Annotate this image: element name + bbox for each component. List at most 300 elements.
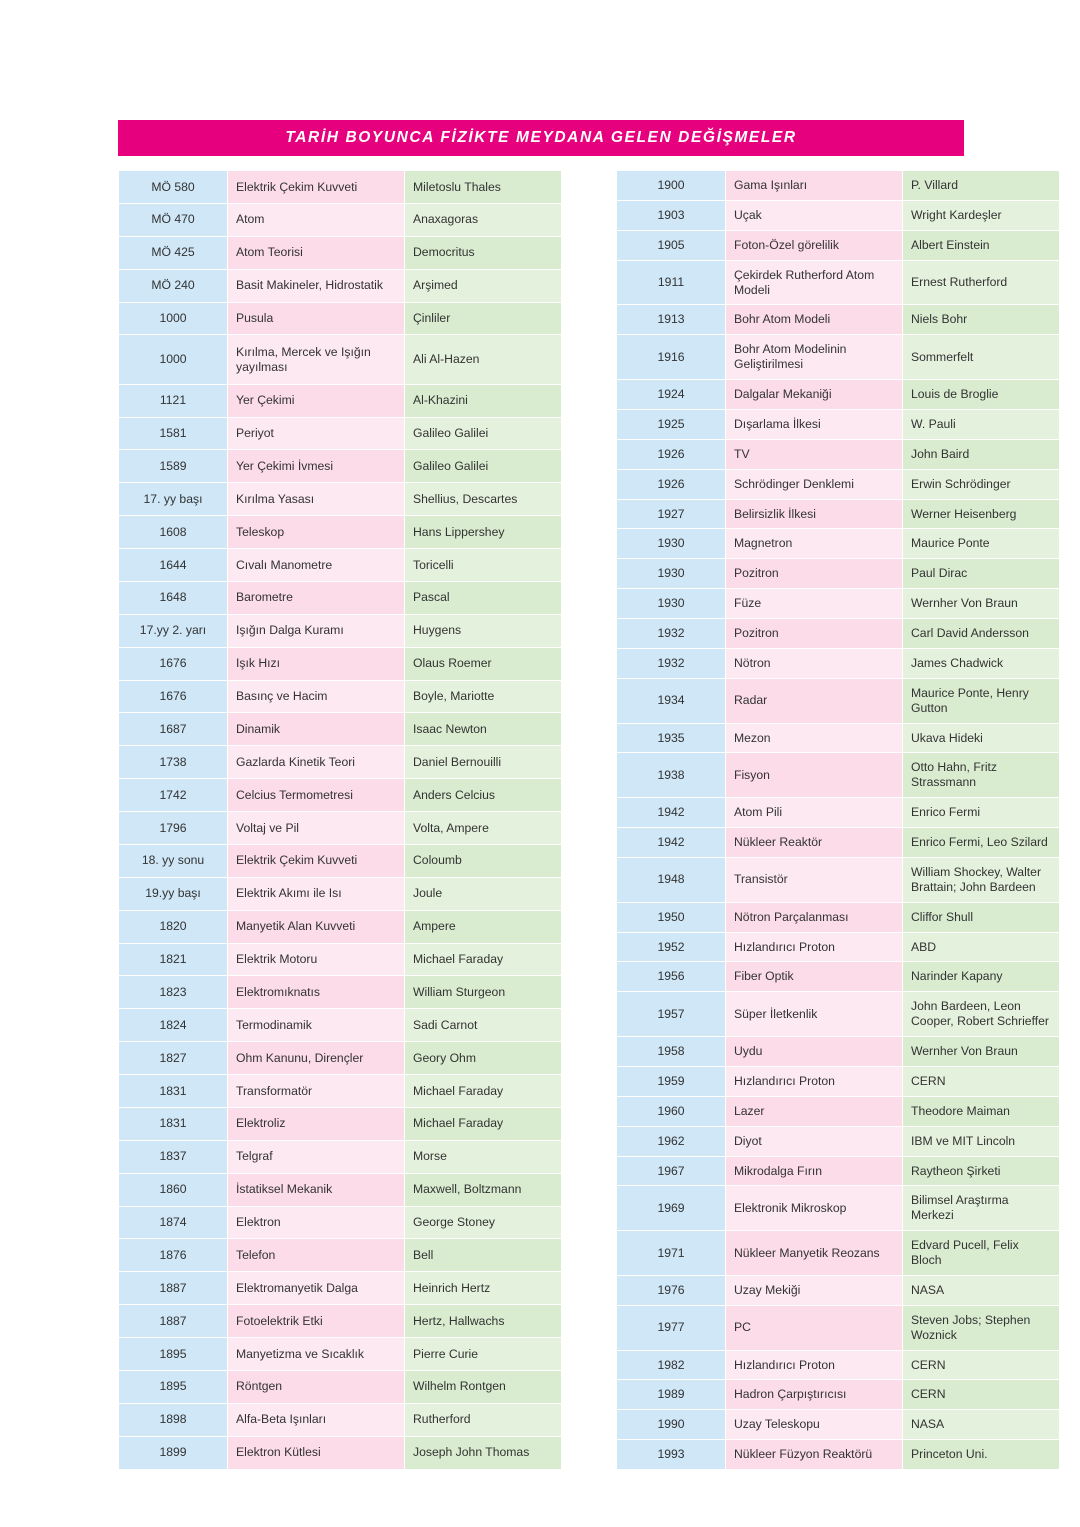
table-row (119, 1108, 561, 1140)
table-row (119, 746, 561, 778)
cell-date: 1738 (119, 746, 227, 778)
cell-event: Elektroliz (228, 1108, 404, 1140)
cell-date: 1942 (617, 798, 725, 827)
cell-event: Nötron Parçalanması (726, 903, 902, 932)
cell-date: 1958 (617, 1037, 725, 1066)
cell-person: William Sturgeon (405, 976, 561, 1008)
cell-date: MÖ 425 (119, 237, 227, 269)
cell-person: Miletoslu Thales (405, 171, 561, 203)
cell-date: 1989 (617, 1380, 725, 1409)
cell-person: Sadi Carnot (405, 1009, 561, 1041)
table-row (119, 812, 561, 844)
cell-person: Maurice Ponte (903, 529, 1059, 558)
table-row (617, 261, 1059, 305)
cell-person: Volta, Ampere (405, 812, 561, 844)
cell-person: Albert Einstein (903, 231, 1059, 260)
cell-event: Fotoelektrik Etki (228, 1305, 404, 1337)
table-row (119, 385, 561, 417)
table-row (617, 1380, 1059, 1409)
table-row (617, 559, 1059, 588)
cell-event: Elektrik Çekim Kuvveti (228, 171, 404, 203)
cell-date: 1887 (119, 1272, 227, 1304)
cell-person: IBM ve MIT Lincoln (903, 1127, 1059, 1156)
table-row (617, 1067, 1059, 1096)
table-row (617, 410, 1059, 439)
cell-event: Magnetron (726, 529, 902, 558)
cell-person: Enrico Fermi (903, 798, 1059, 827)
cell-event: Kırılma Yasası (228, 483, 404, 515)
cell-event: PC (726, 1306, 902, 1350)
cell-person: Geory Ohm (405, 1042, 561, 1074)
cell-person: Cliffor Shull (903, 903, 1059, 932)
table-row (119, 418, 561, 450)
table-row (617, 933, 1059, 962)
cell-person: NASA (903, 1276, 1059, 1305)
table-row (617, 171, 1059, 200)
cell-date: 1934 (617, 679, 725, 723)
cell-event: Mezon (726, 724, 902, 753)
table-row (617, 231, 1059, 260)
cell-person: Ukava Hideki (903, 724, 1059, 753)
table-row (617, 903, 1059, 932)
cell-person: Wilhelm Rontgen (405, 1371, 561, 1403)
cell-date: 1903 (617, 201, 725, 230)
cell-event: Basınç ve Hacim (228, 681, 404, 713)
cell-event: Barometre (228, 582, 404, 614)
cell-event: Nükleer Reaktör (726, 828, 902, 857)
cell-person: Huygens (405, 615, 561, 647)
cell-date: 1608 (119, 516, 227, 548)
cell-event: Celcius Termometresi (228, 779, 404, 811)
cell-date: 1796 (119, 812, 227, 844)
cell-date: 1948 (617, 858, 725, 902)
table-row (119, 976, 561, 1008)
table-row (119, 1272, 561, 1304)
cell-person: Louis de Broglie (903, 380, 1059, 409)
cell-person: Princeton Uni. (903, 1440, 1059, 1469)
cell-event: Dalgalar Mekaniği (726, 380, 902, 409)
cell-date: 1831 (119, 1075, 227, 1107)
cell-event: Elektron (228, 1207, 404, 1239)
cell-event: Röntgen (228, 1371, 404, 1403)
cell-event: Uydu (726, 1037, 902, 1066)
table-row (119, 1207, 561, 1239)
cell-date: 1932 (617, 649, 725, 678)
table-row (119, 713, 561, 745)
table-row (119, 615, 561, 647)
table-row (119, 1437, 561, 1469)
cell-event: Belirsizlik İlkesi (726, 500, 902, 529)
table-row (119, 1239, 561, 1271)
cell-event: Füze (726, 589, 902, 618)
cell-date: 1930 (617, 529, 725, 558)
cell-date: 1993 (617, 1440, 725, 1469)
cell-date: 1977 (617, 1306, 725, 1350)
cell-date: 1967 (617, 1157, 725, 1186)
cell-date: 1687 (119, 713, 227, 745)
table-row (119, 845, 561, 877)
cell-date: 1982 (617, 1351, 725, 1380)
timeline-table-right (616, 170, 1060, 1470)
cell-event: Basit Makineler, Hidrostatik (228, 270, 404, 302)
table-row (119, 681, 561, 713)
table-row (119, 1371, 561, 1403)
cell-date: 1648 (119, 582, 227, 614)
table-row (119, 171, 561, 203)
cell-person: W. Pauli (903, 410, 1059, 439)
cell-event: Pusula (228, 303, 404, 335)
cell-date: 1976 (617, 1276, 725, 1305)
cell-date: 1860 (119, 1174, 227, 1206)
table-row (617, 201, 1059, 230)
cell-date: 1927 (617, 500, 725, 529)
cell-person: Galileo Galilei (405, 418, 561, 450)
cell-event: Transistör (726, 858, 902, 902)
cell-person: Erwin Schrödinger (903, 470, 1059, 499)
timeline-columns (118, 170, 1049, 1470)
cell-person: NASA (903, 1410, 1059, 1439)
table-row (617, 1410, 1059, 1439)
cell-event: TV (726, 440, 902, 469)
table-row (617, 1440, 1059, 1469)
cell-person: ABD (903, 933, 1059, 962)
cell-person: William Shockey, Walter Brattain; John Bardeen (903, 858, 1059, 902)
cell-person: Boyle, Mariotte (405, 681, 561, 713)
cell-person: Werner Heisenberg (903, 500, 1059, 529)
cell-event: Radar (726, 679, 902, 723)
cell-person: Bilimsel Araştırma Merkezi (903, 1186, 1059, 1230)
cell-event: Uçak (726, 201, 902, 230)
cell-date: 1823 (119, 976, 227, 1008)
cell-person: Narinder Kapany (903, 962, 1059, 991)
cell-person: Maxwell, Boltzmann (405, 1174, 561, 1206)
cell-person: John Baird (903, 440, 1059, 469)
cell-person: Paul Dirac (903, 559, 1059, 588)
table-row (119, 911, 561, 943)
table-row (119, 1141, 561, 1173)
cell-date: 1962 (617, 1127, 725, 1156)
cell-person: Joule (405, 878, 561, 910)
table-row (119, 1009, 561, 1041)
cell-date: 1959 (617, 1067, 725, 1096)
cell-event: Atom Pili (726, 798, 902, 827)
table-row (617, 305, 1059, 334)
cell-event: Işık Hızı (228, 648, 404, 680)
cell-person: Wright Kardeşler (903, 201, 1059, 230)
cell-date: MÖ 470 (119, 204, 227, 236)
cell-event: Transformatör (228, 1075, 404, 1107)
table-row (119, 648, 561, 680)
cell-event: Nükleer Manyetik Reozans (726, 1231, 902, 1275)
cell-event: Gama Işınları (726, 171, 902, 200)
cell-person: Arşimed (405, 270, 561, 302)
cell-event: Hızlandırıcı Proton (726, 1067, 902, 1096)
cell-date: 1930 (617, 589, 725, 618)
cell-person: Galileo Galilei (405, 450, 561, 482)
cell-event: Elektrik Çekim Kuvveti (228, 845, 404, 877)
table-row (617, 1097, 1059, 1126)
cell-date: 1581 (119, 418, 227, 450)
cell-date: 19.yy başı (119, 878, 227, 910)
cell-event: Işığın Dalga Kuramı (228, 615, 404, 647)
cell-person: Joseph John Thomas (405, 1437, 561, 1469)
cell-date: 1926 (617, 440, 725, 469)
table-row (119, 270, 561, 302)
cell-event: Yer Çekimi (228, 385, 404, 417)
cell-person: James Chadwick (903, 649, 1059, 678)
cell-event: Elektromanyetik Dalga (228, 1272, 404, 1304)
cell-date: 1898 (119, 1404, 227, 1436)
table-row (119, 450, 561, 482)
cell-date: 1827 (119, 1042, 227, 1074)
cell-date: 1820 (119, 911, 227, 943)
table-row (617, 380, 1059, 409)
cell-date: 1971 (617, 1231, 725, 1275)
cell-event: Dışarlama İlkesi (726, 410, 902, 439)
table-row (617, 992, 1059, 1036)
cell-event: Çekirdek Rutherford Atom Modeli (726, 261, 902, 305)
timeline-table-left (118, 170, 562, 1470)
cell-date: 1900 (617, 171, 725, 200)
cell-person: Michael Faraday (405, 944, 561, 976)
cell-person: Ampere (405, 911, 561, 943)
cell-person: Enrico Fermi, Leo Szilard (903, 828, 1059, 857)
table-row (119, 1338, 561, 1370)
cell-date: 1956 (617, 962, 725, 991)
cell-event: Lazer (726, 1097, 902, 1126)
cell-event: Elektronik Mikroskop (726, 1186, 902, 1230)
cell-date: 1932 (617, 619, 725, 648)
cell-date: 1960 (617, 1097, 725, 1126)
cell-person: Çinliler (405, 303, 561, 335)
table-row (617, 529, 1059, 558)
table-row (617, 470, 1059, 499)
cell-person: Daniel Bernouilli (405, 746, 561, 778)
cell-event: Elektrik Akımı ile Isı (228, 878, 404, 910)
table-row (617, 1127, 1059, 1156)
cell-date: 1876 (119, 1239, 227, 1271)
cell-person: Otto Hahn, Fritz Strassmann (903, 753, 1059, 797)
cell-event: Telgraf (228, 1141, 404, 1173)
table-row (119, 335, 561, 383)
table-row (119, 779, 561, 811)
cell-person: CERN (903, 1351, 1059, 1380)
cell-person: Carl David Andersson (903, 619, 1059, 648)
cell-person: Maurice Ponte, Henry Gutton (903, 679, 1059, 723)
cell-date: 18. yy sonu (119, 845, 227, 877)
cell-date: 1935 (617, 724, 725, 753)
cell-event: Elektron Kütlesi (228, 1437, 404, 1469)
table-row (119, 1042, 561, 1074)
table-row (617, 798, 1059, 827)
table-row (617, 753, 1059, 797)
cell-date: 1942 (617, 828, 725, 857)
cell-event: Hızlandırıcı Proton (726, 1351, 902, 1380)
cell-date: 1930 (617, 559, 725, 588)
cell-event: Ohm Kanunu, Dirençler (228, 1042, 404, 1074)
table-row (617, 724, 1059, 753)
cell-person: Raytheon Şirketi (903, 1157, 1059, 1186)
cell-person: Hertz, Hallwachs (405, 1305, 561, 1337)
table-row (617, 1276, 1059, 1305)
table-row (119, 483, 561, 515)
cell-date: 1887 (119, 1305, 227, 1337)
cell-event: Uzay Mekiği (726, 1276, 902, 1305)
table-row (119, 303, 561, 335)
cell-date: 1874 (119, 1207, 227, 1239)
cell-date: 1831 (119, 1108, 227, 1140)
cell-date: 1000 (119, 303, 227, 335)
cell-event: Foton-Özel görelilik (726, 231, 902, 260)
cell-event: Dinamik (228, 713, 404, 745)
cell-date: 17. yy başı (119, 483, 227, 515)
cell-date: 1957 (617, 992, 725, 1036)
cell-person: Olaus Roemer (405, 648, 561, 680)
cell-person: Edvard Pucell, Felix Bloch (903, 1231, 1059, 1275)
cell-date: 1969 (617, 1186, 725, 1230)
table-row (617, 1351, 1059, 1380)
cell-date: 1925 (617, 410, 725, 439)
cell-date: 1824 (119, 1009, 227, 1041)
cell-person: Steven Jobs; Stephen Woznick (903, 1306, 1059, 1350)
cell-person: Ernest Rutherford (903, 261, 1059, 305)
table-row (617, 679, 1059, 723)
cell-person: Bell (405, 1239, 561, 1271)
cell-date: 1676 (119, 648, 227, 680)
cell-event: Cıvalı Manometre (228, 549, 404, 581)
cell-date: 1895 (119, 1338, 227, 1370)
cell-event: Manyetik Alan Kuvveti (228, 911, 404, 943)
table-row (617, 1037, 1059, 1066)
cell-event: Diyot (726, 1127, 902, 1156)
table-row (617, 500, 1059, 529)
cell-event: Hızlandırıcı Proton (726, 933, 902, 962)
cell-date: MÖ 240 (119, 270, 227, 302)
cell-person: Theodore Maiman (903, 1097, 1059, 1126)
table-row (119, 516, 561, 548)
timeline-left-body (119, 171, 561, 1469)
cell-person: CERN (903, 1380, 1059, 1409)
cell-person: George Stoney (405, 1207, 561, 1239)
cell-event: Nötron (726, 649, 902, 678)
cell-person: Ali Al-Hazen (405, 335, 561, 383)
cell-date: 1837 (119, 1141, 227, 1173)
table-row (617, 1231, 1059, 1275)
table-row (617, 1186, 1059, 1230)
cell-person: Democritus (405, 237, 561, 269)
table-row (617, 619, 1059, 648)
cell-person: Sommerfelt (903, 335, 1059, 379)
cell-event: Yer Çekimi İvmesi (228, 450, 404, 482)
cell-date: 1924 (617, 380, 725, 409)
cell-person: Heinrich Hertz (405, 1272, 561, 1304)
table-row (119, 204, 561, 236)
table-row (617, 858, 1059, 902)
document-title: TARİH BOYUNCA FİZİKTE MEYDANA GELEN DEĞİŞMELER (118, 120, 964, 156)
cell-person: Pierre Curie (405, 1338, 561, 1370)
table-row (119, 237, 561, 269)
table-row (119, 549, 561, 581)
cell-event: Periyot (228, 418, 404, 450)
cell-person: Anders Celcius (405, 779, 561, 811)
cell-event: Teleskop (228, 516, 404, 548)
cell-person: Anaxagoras (405, 204, 561, 236)
cell-event: Pozitron (726, 619, 902, 648)
cell-event: Telefon (228, 1239, 404, 1271)
cell-person: P. Villard (903, 171, 1059, 200)
cell-date: 1952 (617, 933, 725, 962)
cell-person: Coloumb (405, 845, 561, 877)
cell-date: 17.yy 2. yarı (119, 615, 227, 647)
cell-date: 1589 (119, 450, 227, 482)
cell-person: Michael Faraday (405, 1075, 561, 1107)
cell-person: Wernher Von Braun (903, 589, 1059, 618)
table-row (119, 878, 561, 910)
table-row (119, 1305, 561, 1337)
cell-event: Fisyon (726, 753, 902, 797)
cell-date: 1911 (617, 261, 725, 305)
cell-person: Al-Khazini (405, 385, 561, 417)
table-row (617, 440, 1059, 469)
cell-event: Gazlarda Kinetik Teori (228, 746, 404, 778)
cell-event: Bohr Atom Modelinin Geliştirilmesi (726, 335, 902, 379)
timeline-right-body (617, 171, 1059, 1469)
cell-date: 1821 (119, 944, 227, 976)
cell-event: Schrödinger Denklemi (726, 470, 902, 499)
cell-event: Termodinamik (228, 1009, 404, 1041)
cell-event: Atom (228, 204, 404, 236)
cell-person: Hans Lippershey (405, 516, 561, 548)
cell-event: Nükleer Füzyon Reaktörü (726, 1440, 902, 1469)
cell-event: Süper İletkenlik (726, 992, 902, 1036)
cell-event: Voltaj ve Pil (228, 812, 404, 844)
cell-date: 1121 (119, 385, 227, 417)
cell-event: Bohr Atom Modeli (726, 305, 902, 334)
table-row (119, 582, 561, 614)
cell-date: 1895 (119, 1371, 227, 1403)
cell-event: Elektrik Motoru (228, 944, 404, 976)
cell-event: Uzay Teleskopu (726, 1410, 902, 1439)
cell-event: Mikrodalga Fırın (726, 1157, 902, 1186)
cell-date: 1644 (119, 549, 227, 581)
cell-event: Fiber Optik (726, 962, 902, 991)
table-row (119, 944, 561, 976)
cell-person: Michael Faraday (405, 1108, 561, 1140)
cell-event: Kırılma, Mercek ve Işığın yayılması (228, 335, 404, 383)
cell-date: 1913 (617, 305, 725, 334)
cell-person: Niels Bohr (903, 305, 1059, 334)
cell-date: 1938 (617, 753, 725, 797)
cell-date: 1000 (119, 335, 227, 383)
table-row (617, 335, 1059, 379)
cell-event: Hadron Çarpıştırıcısı (726, 1380, 902, 1409)
table-row (617, 649, 1059, 678)
cell-event: Atom Teorisi (228, 237, 404, 269)
table-row (617, 828, 1059, 857)
table-row (617, 589, 1059, 618)
table-row (617, 1306, 1059, 1350)
cell-date: MÖ 580 (119, 171, 227, 203)
cell-date: 1676 (119, 681, 227, 713)
cell-event: Manyetizma ve Sıcaklık (228, 1338, 404, 1370)
cell-date: 1899 (119, 1437, 227, 1469)
table-row (119, 1404, 561, 1436)
cell-person: Rutherford (405, 1404, 561, 1436)
table-row (119, 1075, 561, 1107)
cell-person: Toricelli (405, 549, 561, 581)
cell-person: Morse (405, 1141, 561, 1173)
cell-event: Alfa-Beta Işınları (228, 1404, 404, 1436)
